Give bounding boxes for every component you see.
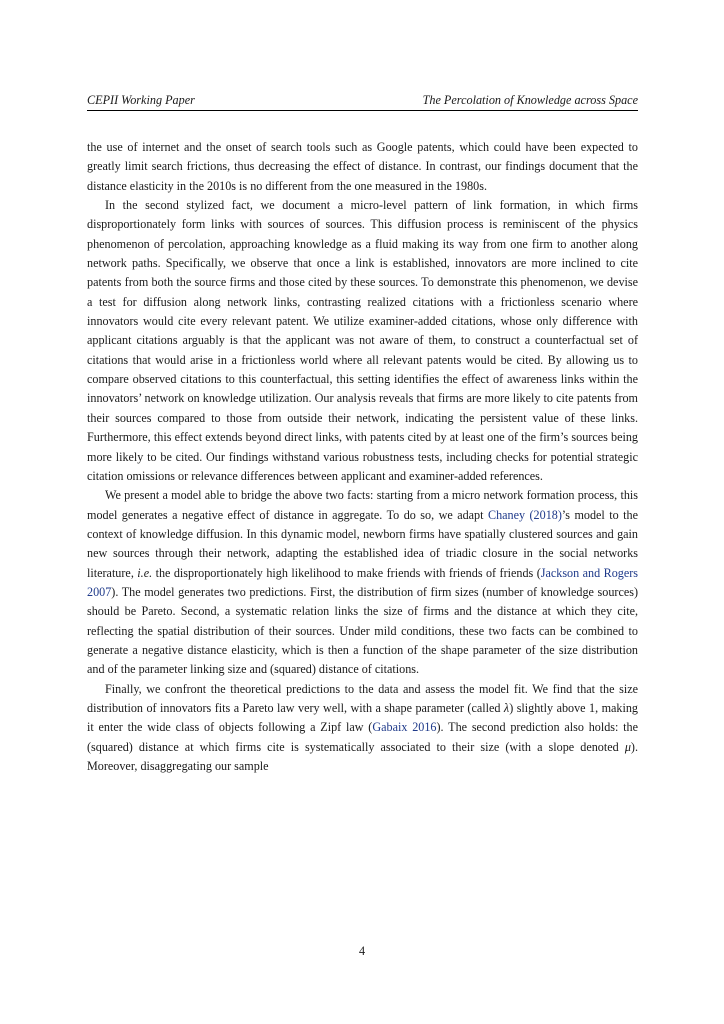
paragraph-3 <box>87 486 638 679</box>
paragraph-3-ie: i.e. <box>137 565 153 580</box>
header-series-title: CEPII Working Paper <box>87 93 195 107</box>
mu-symbol: μ <box>624 739 631 754</box>
paragraph-3-text-d: ). The model generates two predictions. First, the distribution of firm sizes (number of knowledge sources) should be Pareto. Second, a systematic relation links the size of firms and the distance at which they cite, reflecting the spatial distribution of their sources. Under mild conditions, these two facts can be combined to generate a negative distance elasticity, which is then a function of the shape parameter of the size distribution and of the parameter linking size and (squared) distance of citations. <box>87 584 638 677</box>
paragraph-4-text-d: ). Moreover, disaggregating our sample <box>87 739 638 773</box>
citation-chaney-2018[interactable]: Chaney (2018) <box>487 507 562 522</box>
main-text <box>87 138 638 776</box>
paragraph-3-text-b: ’s model to the context of knowledge diffusion. In this dynamic model, newborn firms have spatially clustered sources and gain new sources through their network, adapting the established idea of triadic closure in the social networks literature, <box>87 507 638 580</box>
citation-gabaix-2016[interactable]: Gabaix 2016 <box>372 720 437 735</box>
paragraph-3-text-a: We present a model able to bridge the above two facts: starting from a micro network formation process, this model generates a negative effect of distance in aggregate. To do so, we adapt <box>87 488 638 522</box>
page-number: 4 <box>358 944 366 958</box>
running-header <box>87 93 638 111</box>
header-paper-title: The Percolation of Knowledge across Space <box>422 93 638 107</box>
paragraph-2: In the second stylized fact, we document a micro-level pattern of link formation, in which firms disproportionately form links with sources of sources. This diffusion process is reminiscent of the physics phenomenon of percolation, approaching knowledge as a fluid making its way from one firm to another along network paths. Specifically, we observe that once a link is established, innovators are more inclined to cite patents from both the source firms and those cited by these sources. To demonstrate this phenomenon, we devise a test for diffusion along network links, contrasting realized citations with a frictionless scenario where innovators would cite every relevant patent. We utilize examiner-added citations, whose only difference with applicant citations arguably is that the applicant was not aware of them, to construct a counterfactual set of citations that would arise in a frictionless world where all relevant patents would be cited. By allowing us to compare observed citations to this counterfactual, this setting identifies the effect of awareness links within the innovators’ network on knowledge utilization. Our analysis reveals that firms are more likely to cite patents from their sources compared to those from outside their network, indicating the persistent value of these links. Furthermore, this effect extends beyond direct links, with patents cited by at least one of the firm’s sources being more likely to be cited. Our findings withstand various robustness tests, including checks for potential strategic citation omissions or relevance differences between applicant and examiner-added references. <box>87 198 638 483</box>
lambda-symbol: λ <box>503 700 510 715</box>
paragraph-4 <box>87 680 638 777</box>
citation-jackson-rogers-2007[interactable]: Jackson and Rogers 2007 <box>87 565 638 599</box>
paragraph-4-text-c: ). The second prediction also holds: the (squared) distance at which firms cite is systematically associated to their size (with a slope denoted <box>87 720 639 754</box>
paragraph-3-text-c: the disproportionately high likelihood to make friends with friends of friends ( <box>152 565 541 580</box>
paragraph-1: the use of internet and the onset of search tools such as Google patents, which could have been expected to greatly limit search frictions, thus decreasing the effect of distance. In contrast, our findings document that the distance elasticity in the 2010s is no different from the one measured in the 1980s. <box>87 140 638 193</box>
paragraph-4-text-a: Finally, we confront the theoretical predictions to the data and assess the model fit. We find that the size distribution of innovators fits a Pareto law very well, with a shape parameter (called <box>87 681 638 715</box>
paragraph-4-text-b: ) slightly above 1, making it enter the wide class of objects following a Zipf law ( <box>87 700 639 735</box>
